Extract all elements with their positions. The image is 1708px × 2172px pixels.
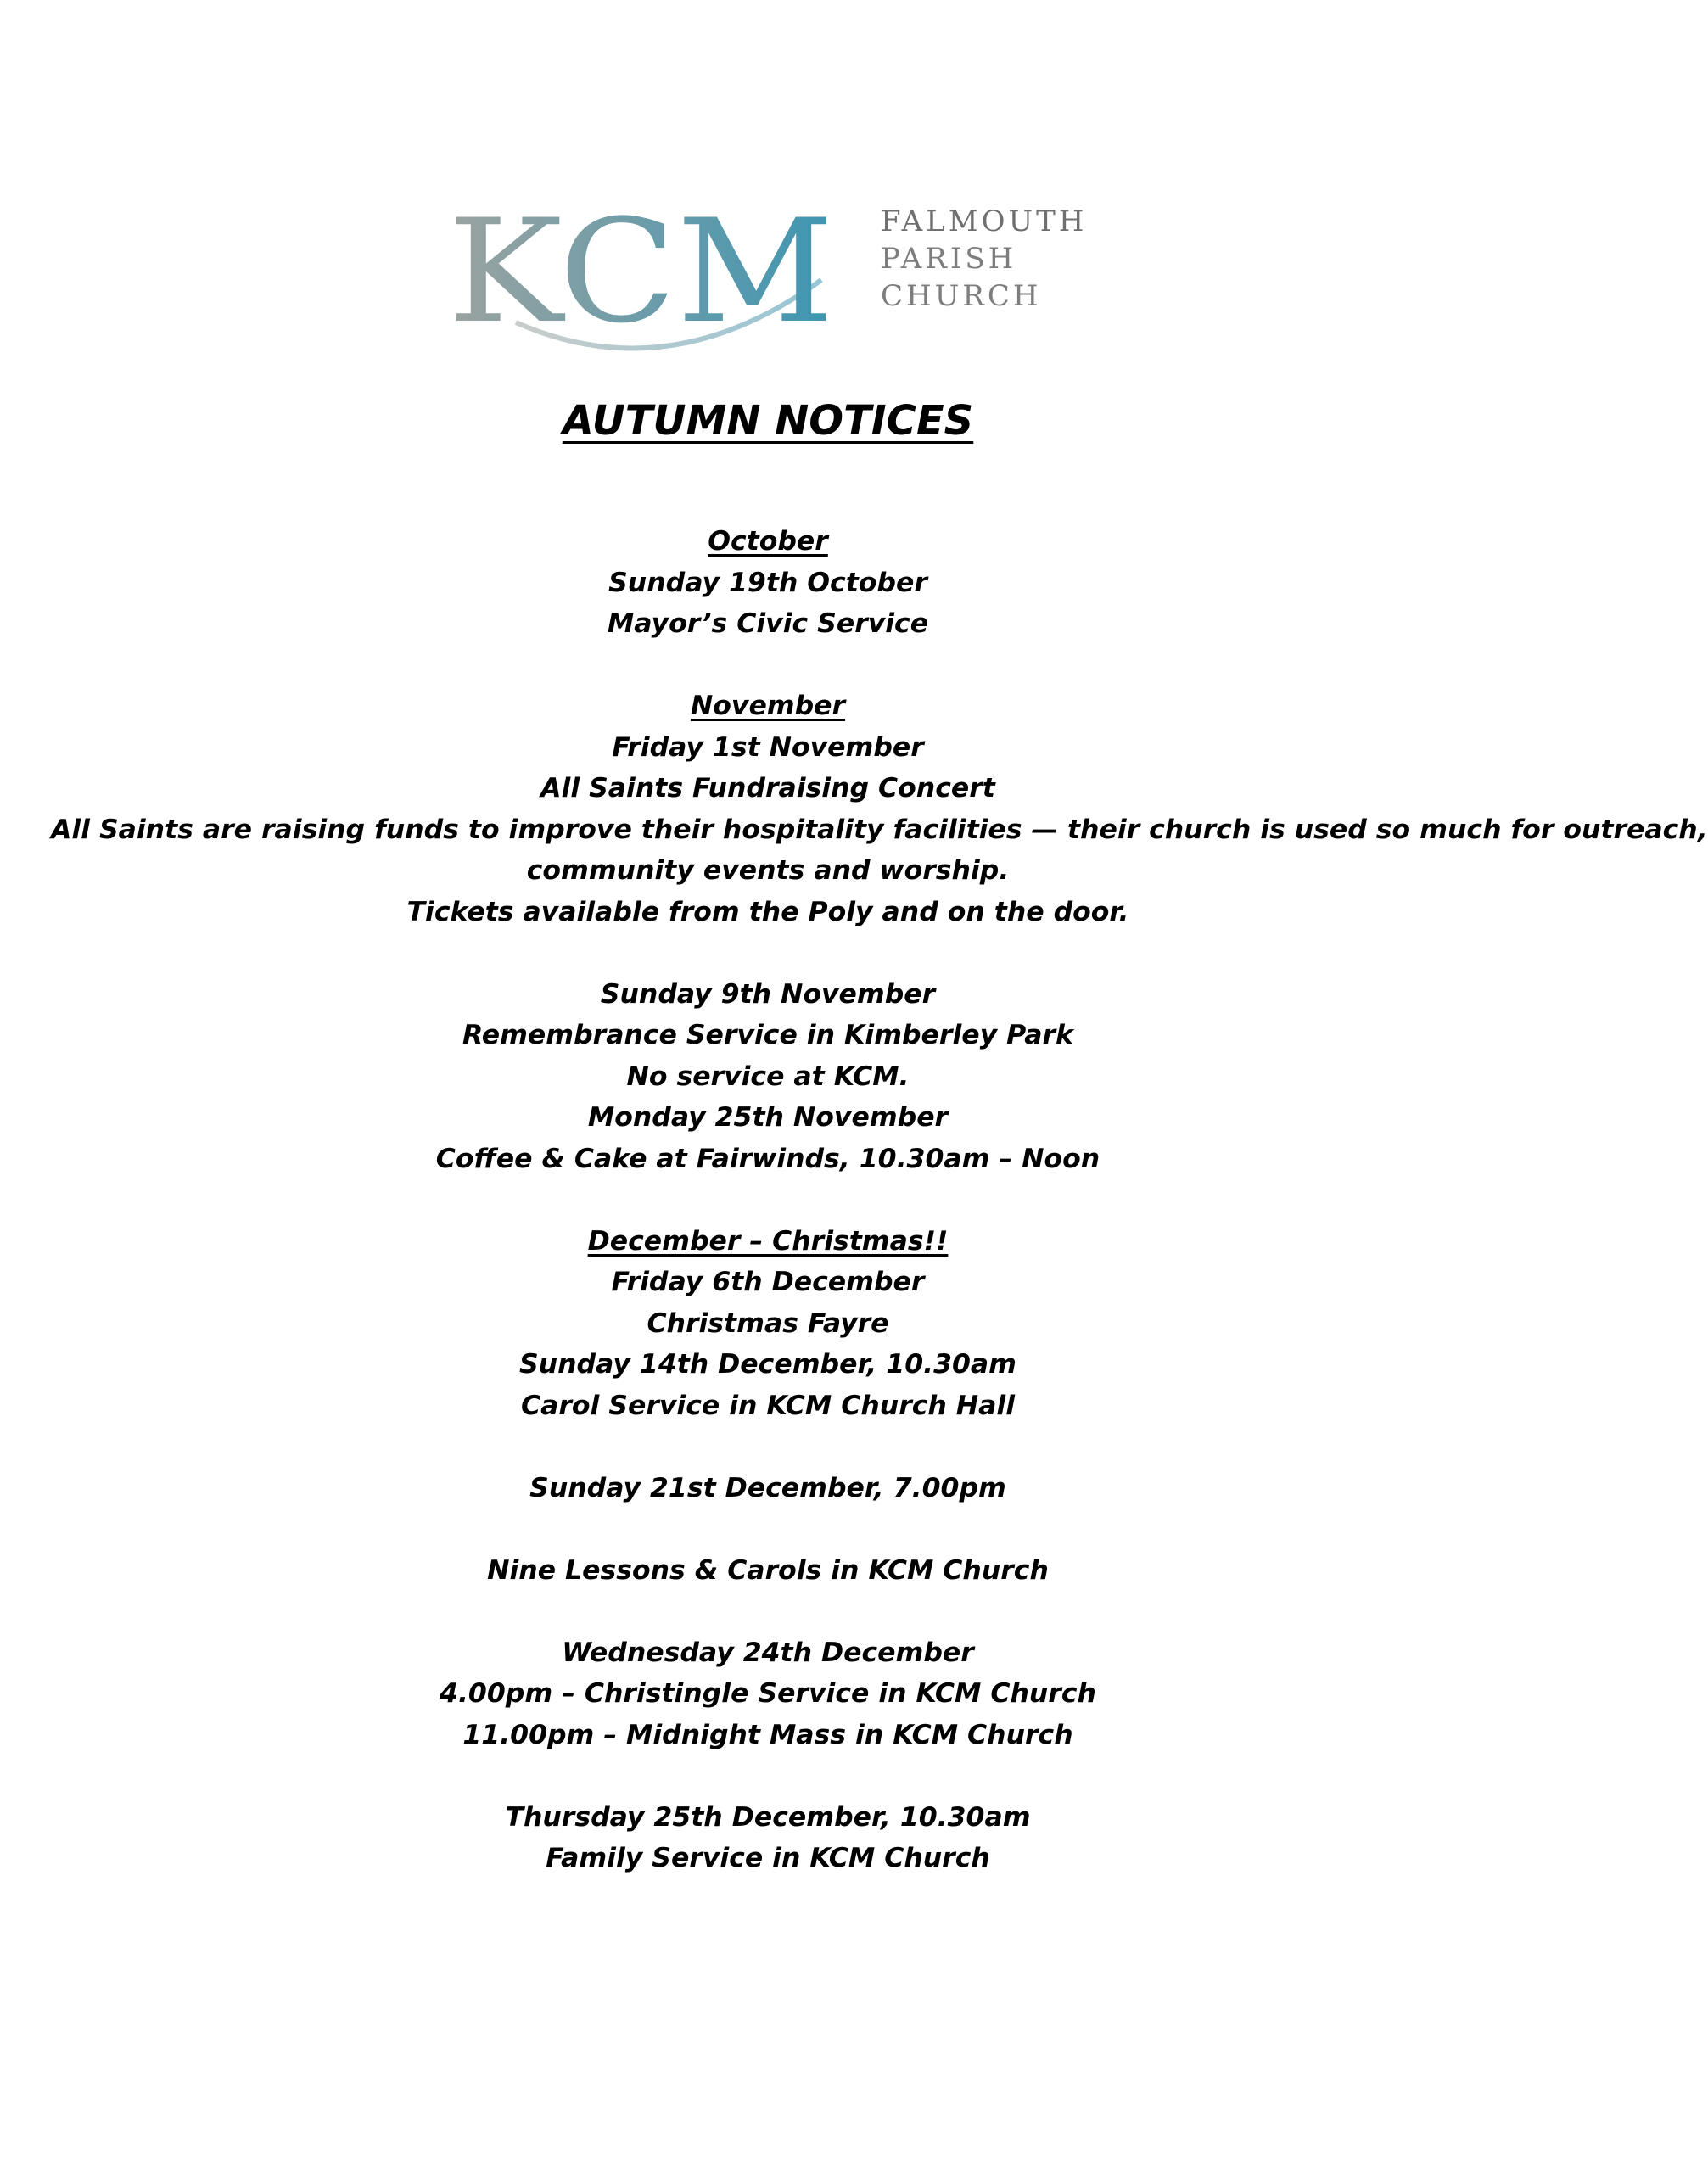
logo-line-church: CHURCH <box>881 279 1042 313</box>
november-date-2: Sunday 9th November <box>600 978 936 1010</box>
november-event-3: Coffee & Cake at Fairwinds, 10.30am – Noon <box>435 1143 1100 1174</box>
december-date-3: Sunday 21st December, 7.00pm <box>529 1472 1006 1503</box>
december-date-2: Sunday 14th December, 10.30am <box>519 1349 1016 1380</box>
november-description-1: All Saints are raising funds to improve their hospitality facilities — their church is used so much for outreach, <box>51 814 1708 845</box>
kcm-logo-graphic <box>448 178 1093 356</box>
december-event-4a: 4.00pm – Christingle Service in KCM Church <box>440 1678 1096 1709</box>
december-event-2: Carol Service in KCM Church Hall <box>520 1390 1016 1421</box>
notices-body <box>51 521 1708 1879</box>
november-note-2: No service at KCM. <box>626 1061 910 1092</box>
page-title: AUTUMN NOTICES <box>562 397 974 445</box>
december-event-1: Christmas Fayre <box>647 1307 889 1339</box>
october-date: Sunday 19th October <box>608 567 927 598</box>
november-description-3: Tickets available from the Poly and on the door. <box>406 896 1129 927</box>
november-heading: November <box>690 691 846 721</box>
november-event-2: Remembrance Service in Kimberley Park <box>462 1020 1073 1050</box>
december-date-4: Wednesday 24th December <box>562 1637 974 1668</box>
november-event-1: All Saints Fundraising Concert <box>540 773 995 803</box>
logo-line-parish: PARISH <box>881 242 1017 276</box>
kcm-logo <box>448 178 1093 356</box>
december-heading: December – Christmas!! <box>587 1225 949 1257</box>
october-event: Mayor’s Civic Service <box>607 608 929 639</box>
logo-line-falmouth: FALMOUTH <box>881 204 1088 238</box>
december-event-4b: 11.00pm – Midnight Mass in KCM Church <box>462 1719 1073 1750</box>
november-date-1: Friday 1st November <box>612 731 924 763</box>
november-date-3: Monday 25th November <box>587 1102 949 1133</box>
december-event-3: Nine Lessons & Carols in KCM Church <box>487 1554 1049 1586</box>
logo-initials: KCM <box>448 188 834 355</box>
december-date-5: Thursday 25th December, 10.30am <box>505 1801 1031 1833</box>
october-heading: October <box>708 526 828 557</box>
december-date-1: Friday 6th December <box>611 1267 925 1297</box>
december-event-5: Family Service in KCM Church <box>546 1843 990 1873</box>
november-description-2: community events and worship. <box>526 855 1010 886</box>
